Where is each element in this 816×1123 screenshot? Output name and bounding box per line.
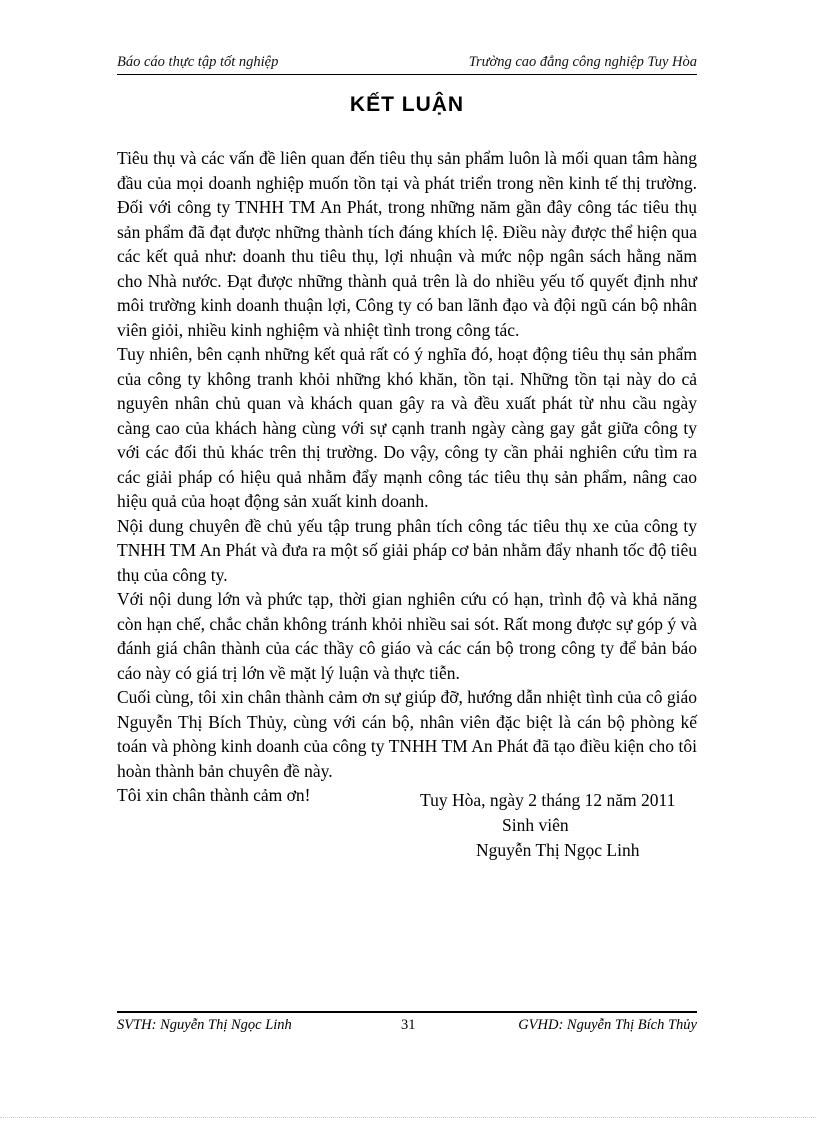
signature-date: Tuy Hòa, ngày 2 tháng 12 năm 2011 xyxy=(420,790,676,810)
signature-role: Sinh viên xyxy=(502,815,569,835)
footer-student: SVTH: Nguyễn Thị Ngọc Linh xyxy=(117,1017,292,1033)
paragraph-1: Tiêu thụ và các vấn đề liên quan đến tiêu thụ sản phẩm luôn là mối quan tâm hàng đầu của mọi doanh nghiệp muốn tồn tại và phát triển trong nền kinh tế thị trường. Đối với công ty TNHH TM An Phát, trong những năm gần đây công tác tiêu thụ sản phẩm đã đạt được những thành tích đáng khích lệ. Điều này được thể hiện qua các kết quả như: doanh thu tiêu thụ, lợi nhuận và mức nộp ngân sách hằng năm cho Nhà nước. Đạt được những thành quả trên là do nhiều yếu tố quyết định như môi trường kinh doanh thuận lợi, Công ty có ban lãnh đạo và đội ngũ cán bộ nhân viên giỏi, nhiều kinh nghiệm và nhiệt tình trong công tác. xyxy=(117,148,697,340)
header-report-title: Báo cáo thực tập tốt nghiệp xyxy=(117,54,279,70)
page-number: 31 xyxy=(401,1017,416,1033)
page-bottom-divider xyxy=(0,1117,816,1118)
paragraph-3: Nội dung chuyên đề chủ yếu tập trung phân tích công tác tiêu thụ xe của công ty TNHH TM An Phát và đưa ra một số giải pháp cơ bản nhằm đẩy nhanh tốc độ tiêu thụ của công ty. xyxy=(117,515,697,585)
header-school-name: Trường cao đẳng công nghiệp Tuy Hòa xyxy=(468,54,697,70)
signature-name: Nguyễn Thị Ngọc Linh xyxy=(476,840,640,860)
page-footer xyxy=(117,1011,697,1037)
page-header xyxy=(117,50,697,75)
footer-supervisor: GVHD: Nguyễn Thị Bích Thủy xyxy=(518,1017,697,1033)
signature-block xyxy=(420,788,710,863)
paragraph-4: Với nội dung lớn và phức tạp, thời gian nghiên cứu có hạn, trình độ và khả năng còn hạn chế, chắc chắn không tránh khỏi nhiều sai sót. Rất mong được sự góp ý và đánh giá chân thành của các thầy cô giáo và các cán bộ trong công ty để bản báo cáo này có giá trị lớn về mặt lý luận và thực tiễn. xyxy=(117,589,697,683)
page-title: KẾT LUẬN xyxy=(349,93,465,116)
paragraph-5: Cuối cùng, tôi xin chân thành cảm ơn sự giúp đỡ, hướng dẫn nhiệt tình của cô giáo Nguyễn Thị Bích Thủy, cùng với cán bộ, nhân viên đặc biệt là cán bộ phòng kế toán và phòng kinh doanh của công ty TNHH TM An Phát đã tạo điều kiện cho tôi hoàn thành bản chuyên đề này. xyxy=(117,687,697,781)
paragraph-6: Tôi xin chân thành cảm ơn! xyxy=(117,785,311,805)
conclusion-body xyxy=(117,146,697,808)
paragraph-2: Tuy nhiên, bên cạnh những kết quả rất có ý nghĩa đó, hoạt động tiêu thụ sản phẩm của công ty không tranh khỏi những khó khăn, tồn tại. Những tồn tại này do cả nguyên nhân chủ quan và khách quan gây ra và đều xuất phát từ nhu cầu ngày càng cao của khách hàng cùng với sự cạnh tranh ngày càng gay gắt giữa công ty với các đối thủ khác trên thị trường. Do vậy, công ty cần phải nghiên cứu tìm ra các giải pháp có hiệu quả nhằm đẩy mạnh công tác tiêu thụ sản phẩm, nâng cao hiệu quả của hoạt động sản xuất kinh doanh. xyxy=(117,344,697,511)
